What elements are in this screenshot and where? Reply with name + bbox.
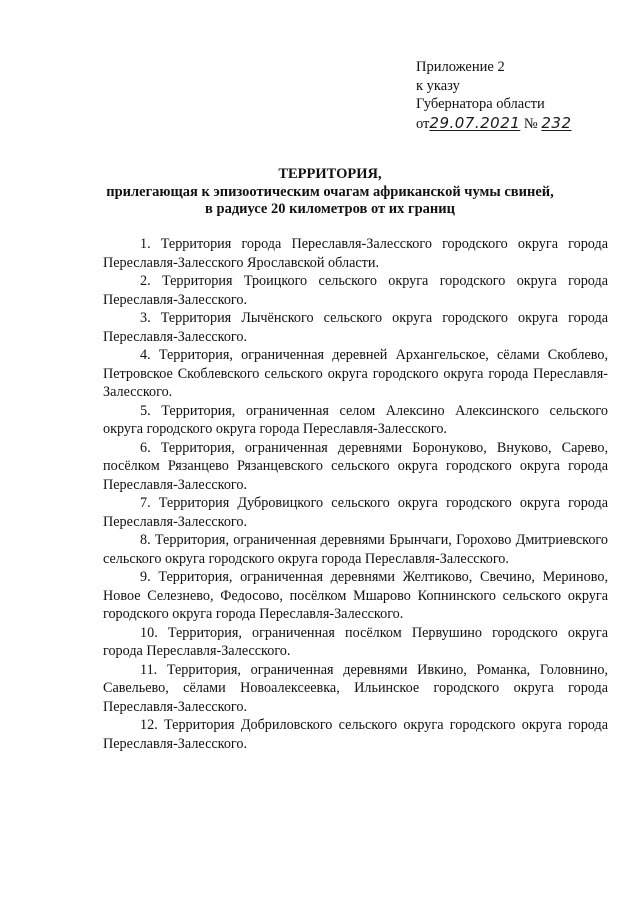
document-heading [60, 166, 600, 219]
document-title: ТЕРРИТОРИЯ, [278, 166, 382, 182]
list-item: 8. Территория, ограниченная деревнями Брынчаги, Горохово Дмитриевского сельского округа городского округа города Переславля-Залесского. [103, 532, 608, 567]
number-sign: № [523, 115, 538, 132]
list-item: 2. Территория Троицкого сельского округа городского округа города Переславля-Залесского. [103, 273, 608, 308]
list-item: 3. Территория Лычёнского сельского округа городского округа города Переславля-Залесского. [103, 310, 608, 345]
list-item: 5. Территория, ограниченная селом Алексино Алексинского сельского округа городского округа города Переславля-Залесского. [103, 402, 608, 437]
decree-date-handwritten: 29.07.2021 [429, 113, 521, 132]
appendix-date-number-line [416, 114, 626, 134]
list-item: 12. Территория Добриловского сельского округа городского округа города Переславля-Залесского. [103, 717, 608, 752]
territory-list [103, 235, 608, 753]
decree-number-handwritten: 232 [541, 113, 572, 132]
list-item: 4. Территория, ограниченная деревней Архангельское, сёлами Скоблево, Петровское Скоблевского сельского округа городского округа города Переславля-Залесского. [103, 347, 608, 400]
appendix-label: Приложение 2 [416, 59, 505, 75]
list-item: 7. Территория Дубровицкого сельского округа городского округа города Переславля-Залесского. [103, 495, 608, 530]
list-item: 9. Территория, ограниченная деревнями Желтиково, Свечино, Мериново, Новое Селезнево, Федосово, посёлком Мшарово Копнинского сельского округа городского округа города Переславля-Залесского. [103, 569, 608, 622]
appendix-decree-ref: к указу [416, 77, 460, 94]
list-item: 1. Территория города Переславля-Залесского городского округа города Переславля-Залесского Ярославской области. [103, 236, 608, 271]
document-subtitle-line-2: в радиусе 20 километров от их границ [205, 201, 455, 217]
appendix-from-label: от [416, 115, 430, 132]
list-item: 6. Территория, ограниченная деревнями Боронуково, Внуково, Сарево, посёлком Рязанцево Рязанцевского сельского округа городского округа города Переславля-Залесского. [103, 439, 608, 493]
appendix-governor-ref: Губернатора области [416, 96, 545, 113]
document-subtitle-line-1: прилегающая к эпизоотическим очагам африканской чумы свиней, [106, 183, 554, 200]
list-item: 10. Территория, ограниченная посёлком Первушино городского округа города Переславля-Залесского. [103, 624, 608, 659]
list-item: 11. Территория, ограниченная деревнями Ивкино, Романка, Головнино, Савельево, сёлами Новоалексеевка, Ильинское городского округа города Переславля-Залесского. [103, 661, 608, 715]
appendix-block [416, 58, 626, 133]
